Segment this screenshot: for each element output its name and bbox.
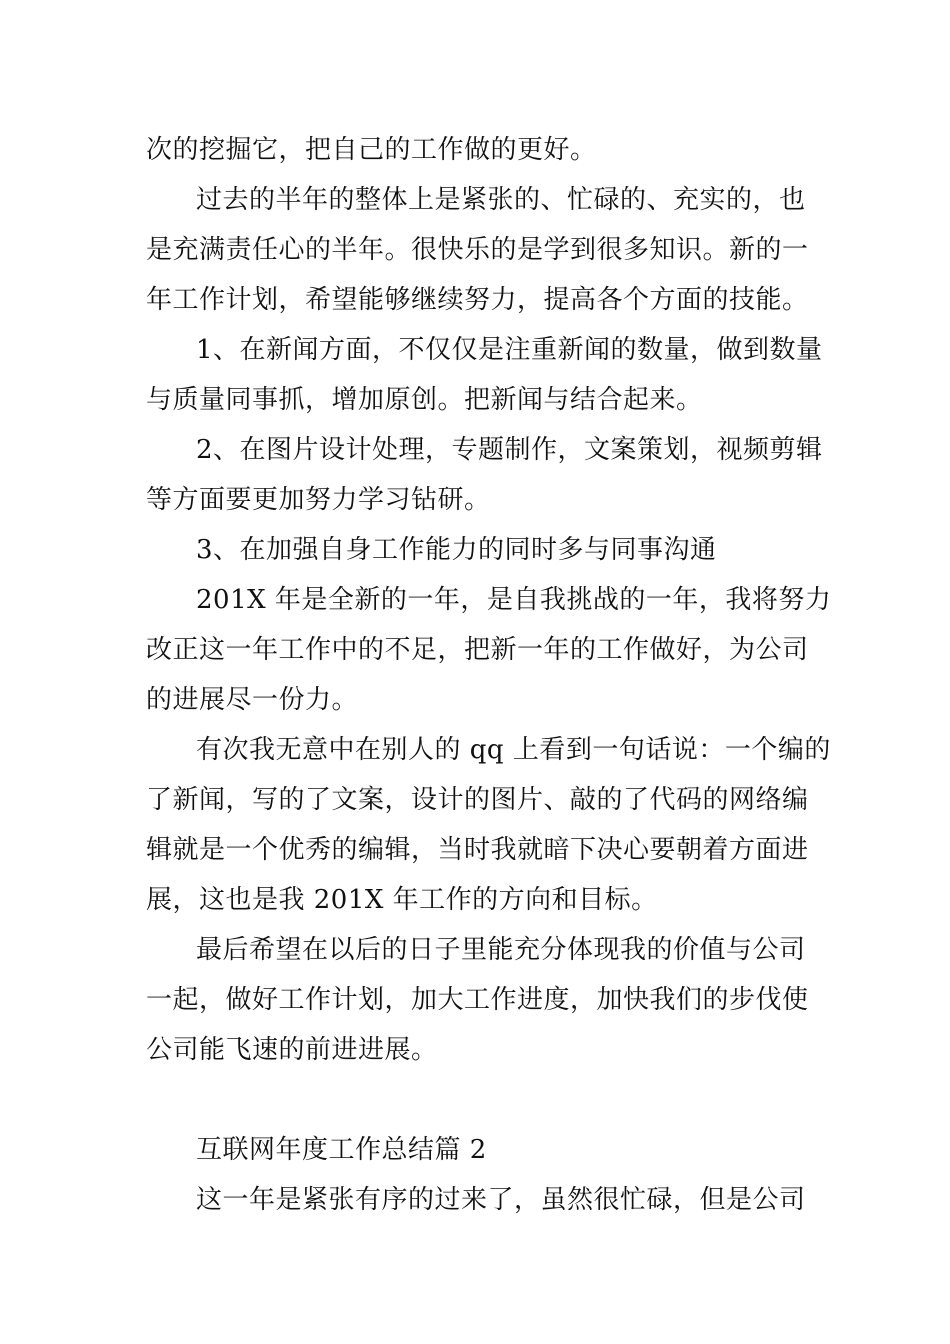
body-text-line: 年工作计划，希望能够继续努力，提高各个方面的技能。: [146, 285, 809, 315]
body-text-line: 公司能飞速的前进进展。: [146, 1035, 438, 1065]
body-text-line: 了新闻，写的了文案，设计的图片、敲的了代码的网络编: [146, 785, 809, 815]
body-text-line: 与质量同事抓，增加原创。把新闻与结合起来。: [146, 385, 703, 415]
body-text-line: 改正这一年工作中的不足，把新一年的工作做好，为公司: [146, 635, 809, 665]
body-text-line: 的进展尽一份力。: [146, 685, 359, 715]
body-text-line: 是充满责任心的半年。很快乐的是学到很多知识。新的一: [146, 235, 809, 265]
body-text-line: 等方面要更加努力学习钻研。: [146, 485, 491, 515]
list-item-3: 3、在加强自身工作能力的同时多与同事沟通: [196, 535, 717, 565]
paragraph-first-line: 有次我无意中在别人的 qq 上看到一句话说：一个编的: [196, 735, 831, 765]
list-item-1: 1、在新闻方面，不仅仅是注重新闻的数量，做到数量: [196, 335, 823, 365]
paragraph-first-line: 过去的半年的整体上是紧张的、忙碌的、充实的，也: [196, 185, 806, 215]
body-text-line: 一起，做好工作计划，加大工作进度，加快我们的步伐使: [146, 985, 809, 1015]
body-text-line: 次的挖掘它，把自己的工作做的更好。: [146, 135, 597, 165]
paragraph-first-line: 这一年是紧张有序的过来了，虽然很忙碌，但是公司: [196, 1185, 806, 1215]
list-item-2: 2、在图片设计处理，专题制作，文案策划，视频剪辑: [196, 435, 823, 465]
paragraph-first-line: 最后希望在以后的日子里能充分体现我的价值与公司: [196, 935, 806, 965]
body-text-line: 展，这也是我 201X 年工作的方向和目标。: [146, 885, 658, 915]
paragraph-first-line: 201X 年是全新的一年，是自我挑战的一年，我将努力: [196, 585, 832, 615]
body-text-line: 辑就是一个优秀的编辑，当时我就暗下决心要朝着方面进: [146, 835, 809, 865]
section-heading: 互联网年度工作总结篇 2: [196, 1135, 487, 1165]
